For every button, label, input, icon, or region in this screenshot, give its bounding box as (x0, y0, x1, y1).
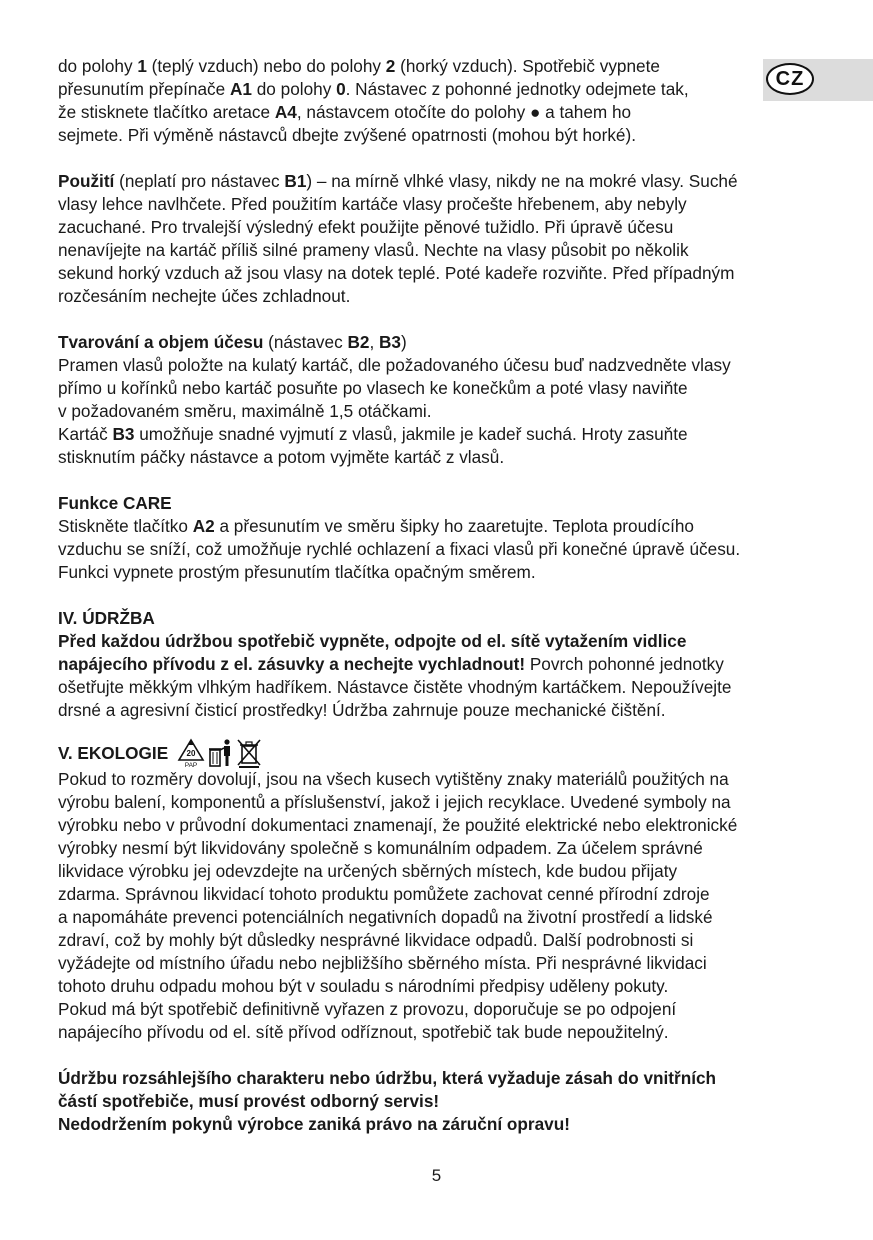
page-content (58, 55, 813, 1136)
svg-text:PAP: PAP (184, 762, 198, 768)
person-bin-icon (208, 738, 234, 768)
crossed-bin-icon (236, 738, 262, 768)
language-badge: CZ (766, 63, 814, 95)
text-line: stisknutím páčky nástavce a potom vyjměte kartáč z vlasů. (58, 447, 505, 467)
text-line: tohoto druhu odpadu mohou být v souladu s národními předpisy uděleny pokuty. (58, 976, 669, 996)
text-line: přímo u kořínků nebo kartáč posuňte po vlasech ke konečkům a poté vlasy naviňte (58, 378, 688, 398)
care-section (58, 492, 813, 584)
text-line: Pokud má být spotřebič definitivně vyřazen z provozu, doporučuje se po odpojení (58, 999, 677, 1019)
text-line: Před každou údržbou spotřebič vypněte, odpojte od el. sítě vytažením vidlice (58, 631, 687, 651)
usage-title: Použití (58, 171, 115, 191)
text-line: napájecího přívodu od el. sítě přívod odříznout, spotřebič tak bude nepoužitelný. (58, 1022, 669, 1042)
text-line: výrobky nesmí být likvidovány společně s komunálním odpadem. Za účelem správné (58, 838, 703, 858)
maintenance-section (58, 607, 813, 722)
text-line: rozčesáním nechejte účes zchladnout. (58, 286, 351, 306)
recycle-pap-icon (176, 738, 206, 768)
text-line: Pramen vlasů položte na kulatý kartáč, dle požadovaného účesu buď nadzvedněte vlasy (58, 355, 731, 375)
text-line: výrobku nebo v průvodní dokumentaci znamenají, že použité elektrické nebo elektronické (58, 815, 738, 835)
text-line: zacuchané. Pro trvalejší výsledný efekt použijte pěnové tužidlo. Při úpravě účesu (58, 217, 674, 237)
text-line: Stiskněte tlačítko A2 a přesunutím ve směru šipky ho zaaretujte. Teplota proudícího (58, 516, 694, 536)
text-line: přesunutím přepínače A1 do polohy 0. Nástavec z pohonné jednotky odejmete tak, (58, 79, 689, 99)
text-line: drsné a agresivní čisticí prostředky! Údržba zahrnuje pouze mechanické čištění. (58, 700, 666, 720)
text-line: v požadovaném směru, maximálně 1,5 otáčkami. (58, 401, 432, 421)
ecology-heading-row (58, 738, 813, 768)
text-line: vlasy lehce navlhčete. Před použitím kartáče vlasy pročešte hřebenem, aby nebyly (58, 194, 687, 214)
shaping-title: Tvarování a objem účesu (58, 332, 264, 352)
maintenance-title: IV. ÚDRŽBA (58, 608, 155, 628)
text-line: sekund horký vzduch až jsou vlasy na dotek teplé. Poté kadeře rozviňte. Před případným (58, 263, 735, 283)
text-line: Údržbu rozsáhlejšího charakteru nebo údržbu, která vyžaduje zásah do vnitřních (58, 1068, 717, 1088)
warning-section (58, 1067, 813, 1136)
usage-section (58, 170, 813, 308)
text-line: že stisknete tlačítko aretace A4, nástavcem otočíte do polohy ● a tahem ho (58, 102, 632, 122)
text-line: vzduchu se sníží, což umožňuje rychlé ochlazení a fixaci vlasů při konečné úpravě účesu. (58, 539, 741, 559)
text-line: zdarma. Správnou likvidací tohoto produktu pomůžete zachovat cenné přírodní zdroje (58, 884, 710, 904)
text-line: Nedodržením pokynů výrobce zaniká právo na záruční opravu! (58, 1114, 570, 1134)
text-line: zdraví, což by mohly být důsledky nesprávné likvidace odpadů. Další podrobnosti si (58, 930, 694, 950)
text-line: likvidace výrobku jej odevzdejte na určených sběrných místech, kde budou přijaty (58, 861, 678, 881)
ecology-section (58, 738, 813, 1044)
text-line: sejmete. Při výměně nástavců dbejte zvýšené opatrnosti (mohou být horké). (58, 125, 636, 145)
intro-paragraph (58, 55, 813, 147)
text-line: výrobu balení, komponentů a příslušenství, jakož i jejich recyklace. Uvedené symboly na (58, 792, 731, 812)
ecology-text (58, 768, 813, 1044)
text-line: nenavíjejte na kartáč příliš silné prameny vlasů. Nechte na vlasy působit po několik (58, 240, 689, 260)
ecology-icons (176, 738, 262, 768)
ecology-title: V. EKOLOGIE (58, 743, 169, 763)
shaping-section (58, 331, 813, 469)
text-line: Použití (neplatí pro nástavec B1) – na mírně vlhké vlasy, nikdy ne na mokré vlasy. Suché (58, 171, 738, 191)
text-line: napájecího přívodu z el. zásuvky a nechejte vychladnout! Povrch pohonné jednotky (58, 654, 724, 674)
care-title: Funkce CARE (58, 493, 172, 513)
text-line: Tvarování a objem účesu (nástavec B2, B3) (58, 332, 407, 352)
text-line: ošetřujte měkkým vlhkým hadříkem. Nástavce čistěte vhodným kartáčkem. Nepoužívejte (58, 677, 732, 697)
text-line: Kartáč B3 umožňuje snadné vyjmutí z vlasů, jakmile je kadeř suchá. Hroty zasuňte (58, 424, 688, 444)
text-line: Funkci vypnete prostým přesunutím tlačítka opačným směrem. (58, 562, 536, 582)
svg-text:20: 20 (186, 749, 196, 758)
text-line: vyžádejte od místního úřadu nebo nejbližšího sběrného místa. Při nesprávné likvidaci (58, 953, 707, 973)
text-line: Pokud to rozměry dovolují, jsou na všech kusech vytištěny znaky materiálů použitých na (58, 769, 729, 789)
text-line: do polohy 1 (teplý vzduch) nebo do polohy 2 (horký vzduch). Spotřebič vypnete (58, 56, 660, 76)
page-number: 5 (431, 1166, 442, 1185)
text-line: částí spotřebiče, musí provést odborný servis! (58, 1091, 440, 1111)
text-line: a napomáháte prevenci potenciálních negativních dopadů na životní prostředí a lidské (58, 907, 713, 927)
